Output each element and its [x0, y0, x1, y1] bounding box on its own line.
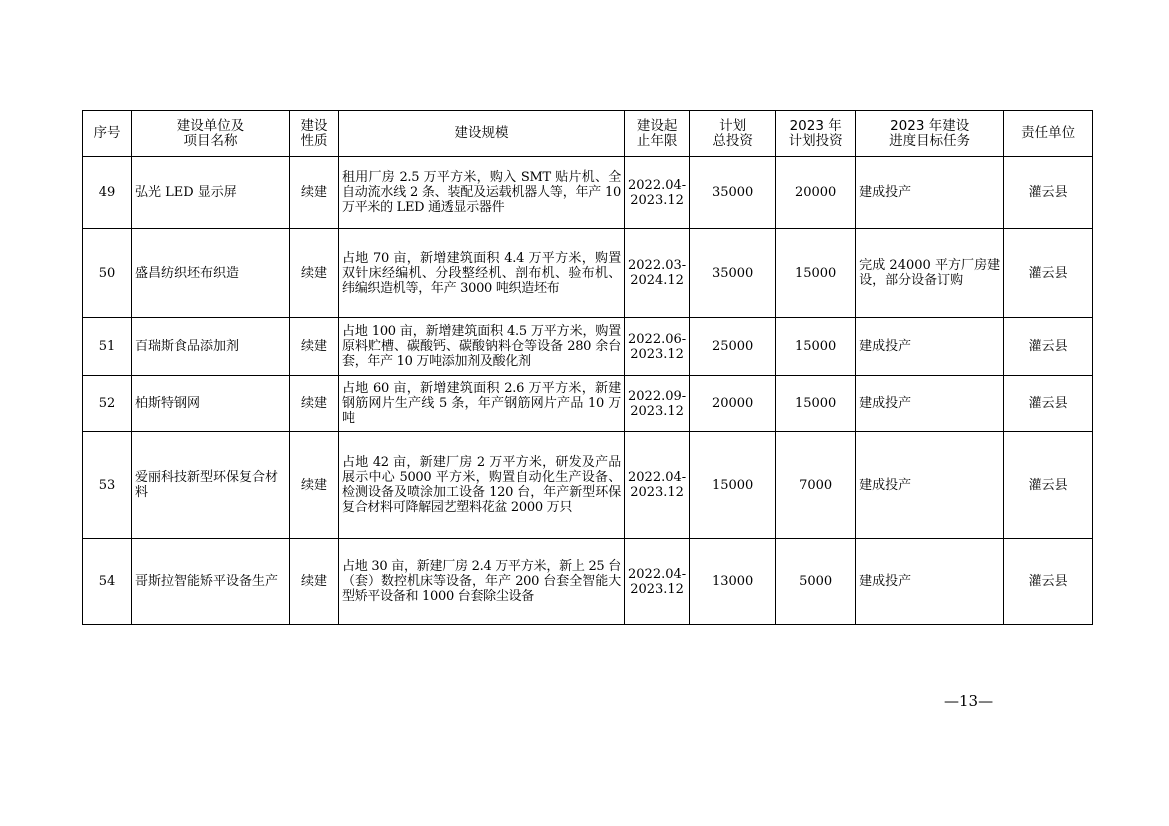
cell-2023-investment: 20000 — [776, 157, 856, 229]
cell-period: 2022.06- 2023.12 — [625, 318, 690, 376]
cell-total-investment: 20000 — [690, 376, 776, 432]
header-total-investment: 计划 总投资 — [690, 111, 776, 157]
cell-total-investment: 13000 — [690, 539, 776, 625]
cell-seq: 54 — [83, 539, 132, 625]
cell-responsible-unit: 灌云县 — [1004, 376, 1093, 432]
cell-target: 建成投产 — [856, 432, 1004, 539]
cell-scale: 占地 100 亩，新增建筑面积 4.5 万平方米，购置原料贮槽、碳酸钙、碳酸钠料仓等设备 280 余台套，年产 10 万吨添加剂及酸化剂 — [339, 318, 625, 376]
cell-scale: 占地 30 亩，新建厂房 2.4 万平方米，新上 25 台（套）数控机床等设备，年产 200 台套全智能大型矫平设备和 1000 台套除尘设备 — [339, 539, 625, 625]
cell-2023-investment: 7000 — [776, 432, 856, 539]
cell-target: 完成 24000 平方厂房建设，部分设备订购 — [856, 229, 1004, 318]
cell-nature: 续建 — [290, 229, 339, 318]
cell-scale: 占地 60 亩，新增建筑面积 2.6 万平方米，新建钢筋网片生产线 5 条，年产钢筋网片产品 10 万吨 — [339, 376, 625, 432]
cell-seq: 52 — [83, 376, 132, 432]
table-row — [83, 318, 1093, 376]
cell-2023-investment: 15000 — [776, 318, 856, 376]
cell-seq: 51 — [83, 318, 132, 376]
cell-2023-investment: 15000 — [776, 376, 856, 432]
cell-nature: 续建 — [290, 157, 339, 229]
header-2023-investment: 2023 年 计划投资 — [776, 111, 856, 157]
table-row — [83, 432, 1093, 539]
cell-target: 建成投产 — [856, 376, 1004, 432]
cell-nature: 续建 — [290, 539, 339, 625]
cell-scale: 占地 42 亩，新建厂房 2 万平方米，研发及产品展示中心 5000 平方米，购置自动化生产设备、检测设备及喷涂加工设备 120 台，年产新型环保复合材料可降解园艺塑料花盆 2000 万只 — [339, 432, 625, 539]
cell-responsible-unit: 灌云县 — [1004, 432, 1093, 539]
cell-project-name: 爱丽科技新型环保复合材料 — [132, 432, 290, 539]
cell-seq: 49 — [83, 157, 132, 229]
header-scale: 建设规模 — [339, 111, 625, 157]
cell-seq: 50 — [83, 229, 132, 318]
table-header-row — [83, 111, 1093, 157]
cell-responsible-unit: 灌云县 — [1004, 318, 1093, 376]
cell-nature: 续建 — [290, 318, 339, 376]
header-responsible-unit: 责任单位 — [1004, 111, 1093, 157]
table-row — [83, 539, 1093, 625]
cell-scale: 租用厂房 2.5 万平方米，购入 SMT 贴片机、全自动流水线 2 条、装配及运载机器人等，年产 10 万平米的 LED 通透显示器件 — [339, 157, 625, 229]
cell-project-name: 柏斯特钢网 — [132, 376, 290, 432]
header-period: 建设起 止年限 — [625, 111, 690, 157]
cell-total-investment: 15000 — [690, 432, 776, 539]
cell-seq: 53 — [83, 432, 132, 539]
cell-nature: 续建 — [290, 376, 339, 432]
cell-target: 建成投产 — [856, 539, 1004, 625]
header-2023-target: 2023 年建设 进度目标任务 — [856, 111, 1004, 157]
cell-project-name: 弘光 LED 显示屏 — [132, 157, 290, 229]
cell-total-investment: 25000 — [690, 318, 776, 376]
cell-responsible-unit: 灌云县 — [1004, 229, 1093, 318]
table-row — [83, 376, 1093, 432]
cell-2023-investment: 15000 — [776, 229, 856, 318]
cell-total-investment: 35000 — [690, 157, 776, 229]
header-seq: 序号 — [83, 111, 132, 157]
cell-responsible-unit: 灌云县 — [1004, 157, 1093, 229]
cell-nature: 续建 — [290, 432, 339, 539]
cell-target: 建成投产 — [856, 157, 1004, 229]
project-table — [82, 110, 1093, 625]
cell-scale: 占地 70 亩，新增建筑面积 4.4 万平方米，购置双针床经编机、分段整经机、剖布机、验布机、纬编织造机等，年产 3000 吨织造坯布 — [339, 229, 625, 318]
cell-period: 2022.04- 2023.12 — [625, 432, 690, 539]
table-row — [83, 229, 1093, 318]
cell-period: 2022.04- 2023.12 — [625, 539, 690, 625]
cell-period: 2022.03- 2024.12 — [625, 229, 690, 318]
cell-period: 2022.04- 2023.12 — [625, 157, 690, 229]
cell-project-name: 哥斯拉智能矫平设备生产 — [132, 539, 290, 625]
cell-period: 2022.09- 2023.12 — [625, 376, 690, 432]
header-unit-name: 建设单位及 项目名称 — [132, 111, 290, 157]
cell-target: 建成投产 — [856, 318, 1004, 376]
header-nature: 建设 性质 — [290, 111, 339, 157]
cell-total-investment: 35000 — [690, 229, 776, 318]
cell-2023-investment: 5000 — [776, 539, 856, 625]
cell-project-name: 百瑞斯食品添加剂 — [132, 318, 290, 376]
page-number: —13— — [944, 692, 994, 710]
cell-responsible-unit: 灌云县 — [1004, 539, 1093, 625]
table-row — [83, 157, 1093, 229]
cell-project-name: 盛昌纺织坯布织造 — [132, 229, 290, 318]
